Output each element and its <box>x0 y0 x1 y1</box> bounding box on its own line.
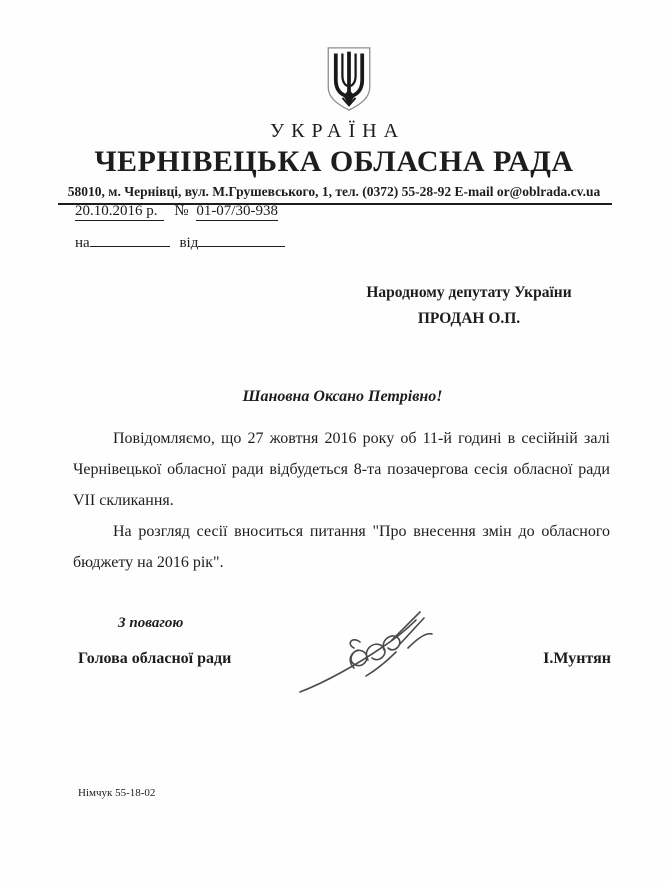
addressee-block <box>360 280 578 332</box>
letterhead <box>0 0 668 205</box>
number-sign: № <box>174 203 189 219</box>
letter-date: 20.10.2016 р. <box>75 203 164 221</box>
signer-name: І.Мунтян <box>543 650 611 667</box>
body-paragraph-2: На розгляд сесії вноситься питання "Про внесення змін до обласного бюджету на 2016 рік". <box>73 523 610 571</box>
signature-scribble <box>296 606 436 698</box>
reply-from-label: від <box>179 235 199 251</box>
organization-name: ЧЕРНІВЕЦЬКА ОБЛАСНА РАДА <box>94 145 574 178</box>
reply-reference-line <box>75 232 285 253</box>
contact-line: 58010, м. Чернівці, вул. М.Грушевського, 1, тел. (0372) 55-28-92 E-mail or@oblrada.cv.ua <box>67 184 601 199</box>
salutation: Шановна Оксано Петрівно! <box>242 388 443 405</box>
coat-of-arms-icon <box>323 46 375 112</box>
letter-number: 01-07/30-938 <box>196 203 278 219</box>
reference-line <box>75 202 285 221</box>
country-name: УКРАЇНА <box>269 120 406 142</box>
letter-body <box>73 423 610 578</box>
executor-note: Німчук 55-18-02 <box>78 787 156 799</box>
signer-title: Голова обласної ради <box>78 650 232 667</box>
addressee-name: ПРОДАН О.П. <box>417 310 521 327</box>
addressee-title: Народному депутату України <box>366 284 572 301</box>
reference-block <box>75 202 285 253</box>
reply-number-blank <box>90 232 170 247</box>
body-paragraph-1: Повідомляємо, що 27 жовтня 2016 року об 11-й годині в сесійній залі Чернівецької обласної ради відбудеться 8-та позачергова сесія обласної ради VII скликання. <box>73 430 610 509</box>
closing-regards: З повагою <box>118 615 184 631</box>
reply-to-label: на <box>75 235 90 251</box>
reply-date-blank <box>198 232 285 247</box>
